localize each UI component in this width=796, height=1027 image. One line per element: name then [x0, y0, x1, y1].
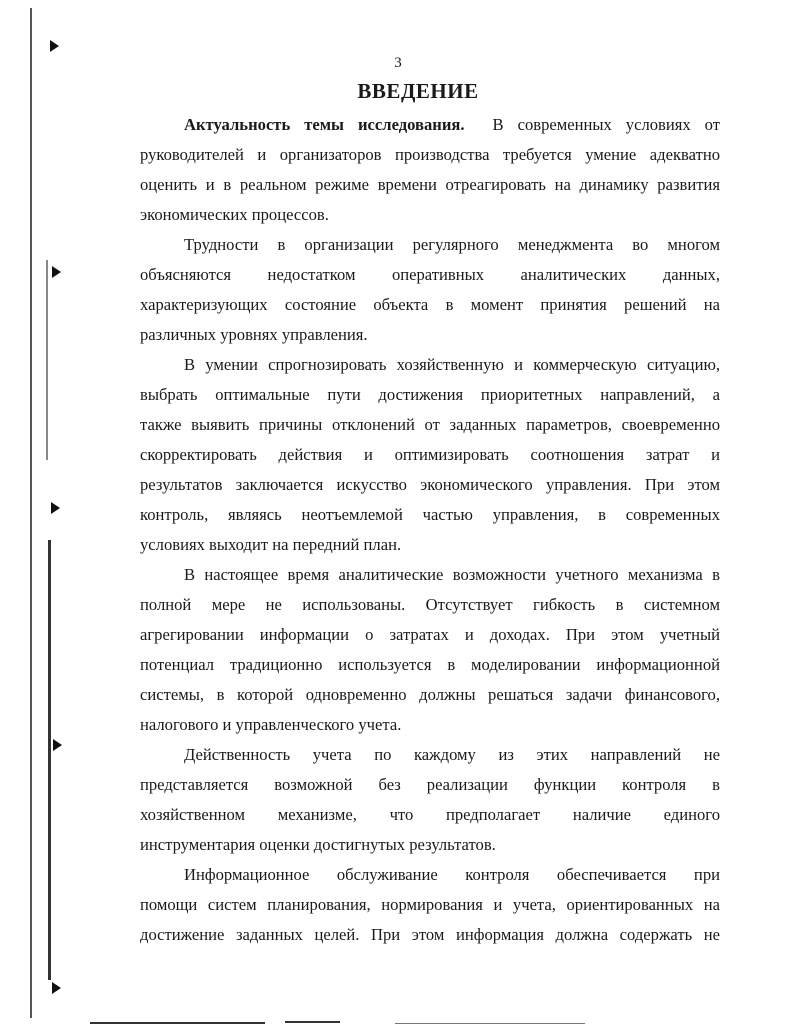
text-line: скорректировать действия и оптимизировать соотношения затрат и [140, 445, 720, 464]
paragraph [140, 230, 720, 350]
text-line: В умении спрогнозировать хозяйственную и коммерческую ситуацию, [184, 355, 720, 374]
text-line: также выявить причины отклонений от заданных параметров, своевременно [140, 415, 720, 434]
text-line: результатов заключается искусство экономического управления. При этом [140, 475, 720, 494]
text-line: агрегировании информации о затратах и доходах. При этом учетный [140, 625, 720, 644]
binding-hole-mark [52, 266, 61, 278]
text-line: полной мере не использованы. Отсутствует гибкость в системном [140, 595, 720, 614]
page-number: 3 [394, 55, 402, 71]
bold-lead: Актуальность темы исследования. [184, 115, 465, 134]
scan-edge-line [46, 260, 48, 460]
text-line: системы, в которой одновременно должны решаться задачи финансового, [140, 685, 720, 704]
scan-bottom-line [90, 1022, 265, 1024]
text-line: помощи систем планирования, нормирования и учета, ориентированных на [140, 895, 720, 914]
scan-bottom-line [395, 1023, 585, 1024]
binding-hole-mark [53, 739, 62, 751]
text-line: руководителей и организаторов производства требуется умение адекватно [140, 145, 720, 164]
paragraph [140, 560, 720, 740]
paragraph [140, 110, 720, 230]
scan-edge-line [48, 540, 51, 980]
scan-bottom-line [285, 1021, 340, 1023]
text-line: Трудности в организации регулярного менеджмента во многом [184, 235, 720, 254]
text-line: достижение заданных целей. При этом информация должна содержать не [140, 925, 720, 944]
text-line: выбрать оптимальные пути достижения приоритетных направлений, а [140, 385, 720, 404]
binding-hole-mark [50, 40, 59, 52]
text-line: характеризующих состояние объекта в момент принятия решений на [140, 295, 720, 314]
paragraph [140, 860, 720, 950]
text-line: контроль, являясь неотъемлемой частью управления, в современных [140, 505, 720, 524]
scan-edge-line [30, 8, 32, 1018]
text-line: В настоящее время аналитические возможности учетного механизма в [184, 565, 720, 584]
text-line: хозяйственном механизме, что предполагает наличие единого [140, 805, 720, 824]
text-line: различных уровнях управления. [140, 325, 368, 344]
text-line: налогового и управленческого учета. [140, 715, 402, 734]
body-text [140, 110, 720, 950]
paragraph [140, 740, 720, 860]
text-line: представляется возможной без реализации функции контроля в [140, 775, 720, 794]
text-line: потенциал традиционно используется в моделировании информационной [140, 655, 720, 674]
text-line: оценить и в реальном режиме времени отреагировать на динамику развития [140, 175, 720, 194]
text-line: Актуальность темы исследования. В современных условиях от [184, 115, 720, 134]
text-line: условиях выходит на передний план. [140, 535, 402, 554]
text-line: экономических процессов. [140, 205, 329, 224]
binding-hole-mark [51, 502, 60, 514]
page-title: ВВЕДЕНИЕ [357, 79, 479, 103]
text-line: Информационное обслуживание контроля обеспечивается при [184, 865, 720, 884]
text-line: инструментария оценки достигнутых результатов. [140, 835, 496, 854]
binding-hole-mark [52, 982, 61, 994]
text-line: Действенность учета по каждому из этих направлений не [184, 745, 720, 764]
paragraph [140, 350, 720, 560]
text-line: объясняются недостатком оперативных аналитических данных, [140, 265, 720, 284]
